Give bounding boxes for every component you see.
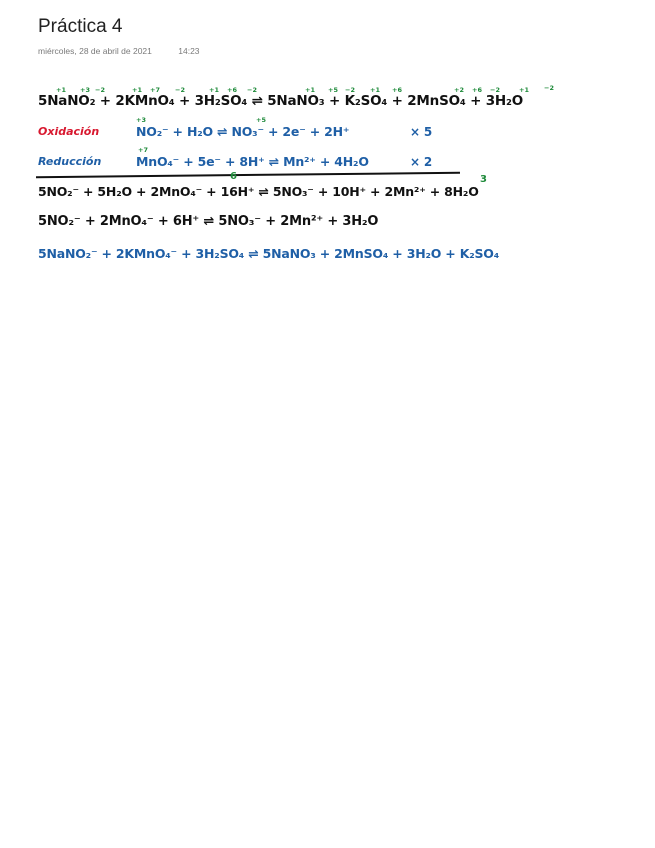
ox-state: +2 [454, 86, 464, 94]
net-ionic-equation: 5NO₂⁻ + 2MnO₄⁻ + 6H⁺ ⇌ 5NO₃⁻ + 2Mn²⁺ + 3H₂O [38, 214, 379, 229]
ox-state: −2 [345, 86, 355, 94]
ox-state: +6 [472, 86, 482, 94]
ox-state: +5 [328, 86, 338, 94]
main-equation: 5NaNO₂ + 2KMnO₄ + 3H₂SO₄ ⇌ 5NaNO₃ + K₂SO₄ + 2MnSO₄ + 3H₂O [38, 93, 523, 109]
ox-state: +7 [138, 146, 148, 154]
ox-state: +1 [370, 86, 380, 94]
ox-state: −2 [95, 86, 105, 94]
ox-state: −2 [247, 86, 257, 94]
page-title: Práctica 4 [38, 16, 123, 37]
correction-mark: 6 [230, 171, 237, 182]
ox-state: +1 [132, 86, 142, 94]
reduction-label: Reducción [38, 155, 102, 168]
final-equation: 5NaNO₂⁻ + 2KMnO₄⁻ + 3H₂SO₄ ⇌ 5NaNO₃ + 2MnSO₄ + 3H₂O + K₂SO₄ [38, 246, 499, 261]
oxidation-half-reaction: NO₂⁻ + H₂O ⇌ NO₃⁻ + 2e⁻ + 2H⁺ [136, 124, 350, 139]
ox-state: +3 [80, 86, 90, 94]
divider-line [36, 172, 460, 178]
oxidation-factor: × 5 [410, 125, 432, 139]
ox-state: +3 [136, 116, 146, 124]
combined-equation: 5NO₂⁻ + 5H₂O + 2MnO₄⁻ + 16H⁺ ⇌ 5NO₃⁻ + 10H⁺ + 2Mn²⁺ + 8H₂O [38, 184, 479, 199]
page-date: miércoles, 28 de abril de 2021 [38, 46, 152, 56]
ox-state: +6 [227, 86, 237, 94]
page-metadata [38, 46, 200, 56]
ox-state: +1 [305, 86, 315, 94]
ox-state: +5 [256, 116, 266, 124]
ox-state: +6 [392, 86, 402, 94]
ox-state: −2 [544, 84, 554, 92]
ox-state: +1 [209, 86, 219, 94]
oxidation-label: Oxidación [38, 125, 100, 138]
correction-mark: 3 [480, 174, 487, 185]
reduction-half-reaction: MnO₄⁻ + 5e⁻ + 8H⁺ ⇌ Mn²⁺ + 4H₂O [136, 154, 369, 169]
ox-state: +7 [150, 86, 160, 94]
ox-state: +1 [56, 86, 66, 94]
ox-state: −2 [175, 86, 185, 94]
ox-state: +1 [519, 86, 529, 94]
page-time: 14:23 [178, 46, 200, 56]
reduction-factor: × 2 [410, 155, 432, 169]
ox-state: −2 [490, 86, 500, 94]
